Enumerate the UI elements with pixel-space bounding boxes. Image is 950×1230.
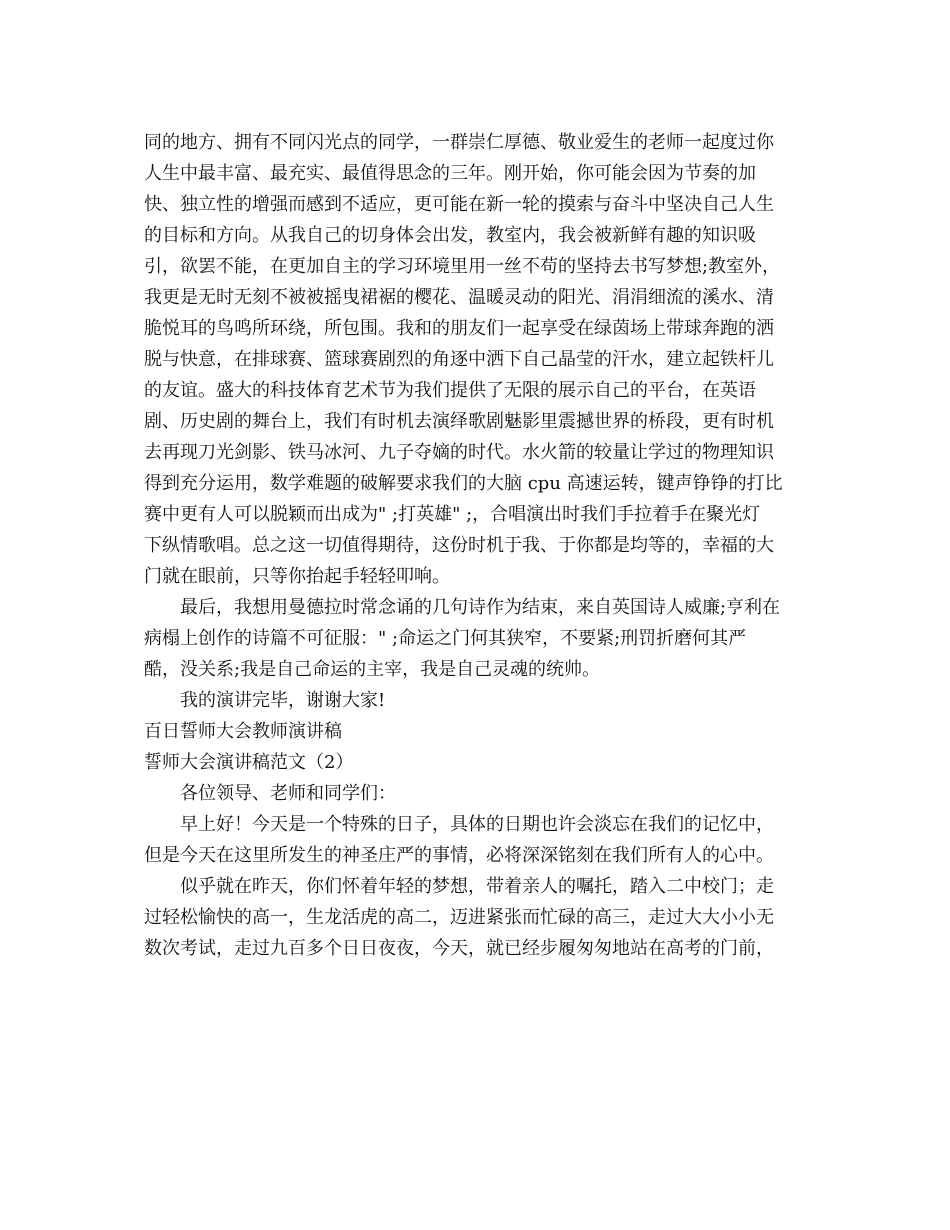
document-body <box>144 127 824 964</box>
text-line: 去再现刀光剑影、铁马冰河、九子夺嫡的时代。水火箭的较量让学过的物理知识 <box>144 442 774 463</box>
text-line: 脱与快意，在排球赛、篮球赛剧烈的角逐中洒下自己晶莹的汗水，建立起铁杆儿 <box>144 349 774 370</box>
text-line: 酷，没关系;我是自己命运的主宰，我是自己灵魂的统帅。 <box>144 659 601 680</box>
text-line: 人生中最丰富、最充实、最值得思念的三年。刚开始，你可能会因为节奏的加 <box>144 163 756 184</box>
text-line: 门就在眼前，只等你抬起手轻轻叩响。 <box>144 566 450 587</box>
text-line: 得到充分运用，数学难题的破解要求我们的大脑 cpu 高速运转，键声铮铮的打比 <box>144 473 783 494</box>
text-line: 快、独立性的增强而感到不适应，更可能在新一轮的摸索与奋斗中坚决自己人生 <box>144 194 774 215</box>
text-line: 同的地方、拥有不同闪光点的同学，一群崇仁厚德、敬业爱生的老师一起度过你 <box>144 132 774 153</box>
text-line: 下纵情歌唱。总之这一切值得期待，这份时机于我、于你都是均等的，幸福的大 <box>144 535 774 556</box>
salutation: 各位领导、老师和同学们： <box>180 783 396 804</box>
text-line: 脆悦耳的鸟鸣所环绕，所包围。我和的朋友们一起享受在绿茵场上带球奔跑的洒 <box>144 318 774 339</box>
text-line: 引，欲罢不能，在更加自主的学习环境里用一丝不苟的坚持去书写梦想;教室外， <box>144 256 781 277</box>
text-line: 的友谊。盛大的科技体育艺术节为我们提供了无限的展示自己的平台，在英语 <box>144 380 756 401</box>
section-heading: 百日誓师大会教师演讲稿 <box>144 721 342 742</box>
text-line: 我的演讲完毕，谢谢大家! <box>180 690 386 711</box>
text-line: 过轻松愉快的高一，生龙活虎的高二，迈进紧张而忙碌的高三，走过大大小小无 <box>144 907 774 928</box>
text-line: 病榻上创作的诗篇不可征服：" ;命运之门何其狭窄，不要紧;刑罚折磨何其严 <box>144 628 747 649</box>
text-line: 赛中更有人可以脱颖而出成为" ;打英雄" ;，合唱演出时我们手拉着手在聚光灯 <box>144 504 761 525</box>
text-line: 我更是无时无刻不被被摇曳裙裾的樱花、温暖灵动的阳光、涓涓细流的溪水、清 <box>144 287 774 308</box>
text-line: 剧、历史剧的舞台上，我们有时机去演绎歌剧魅影里震撼世界的桥段，更有时机 <box>144 411 774 432</box>
text-line: 最后，我想用曼德拉时常念诵的几句诗作为结束，来自英国诗人威廉;亨利在 <box>180 597 781 618</box>
section-subheading: 誓师大会演讲稿范文（2） <box>144 752 354 773</box>
text-line: 数次考试，走过九百多个日日夜夜，今天，就已经步履匆匆地站在高考的门前， <box>144 938 774 959</box>
text-line: 早上好！今天是一个特殊的日子，具体的日期也许会淡忘在我们的记忆中， <box>180 814 774 835</box>
text-line: 的目标和方向。从我自己的切身体会出发，教室内，我会被新鲜有趣的知识吸 <box>144 225 756 246</box>
text-line: 似乎就在昨天，你们怀着年轻的梦想，带着亲人的嘱托，踏入二中校门；走 <box>180 876 774 897</box>
text-line: 但是今天在这里所发生的神圣庄严的事情，必将深深铭刻在我们所有人的心中。 <box>144 845 774 866</box>
